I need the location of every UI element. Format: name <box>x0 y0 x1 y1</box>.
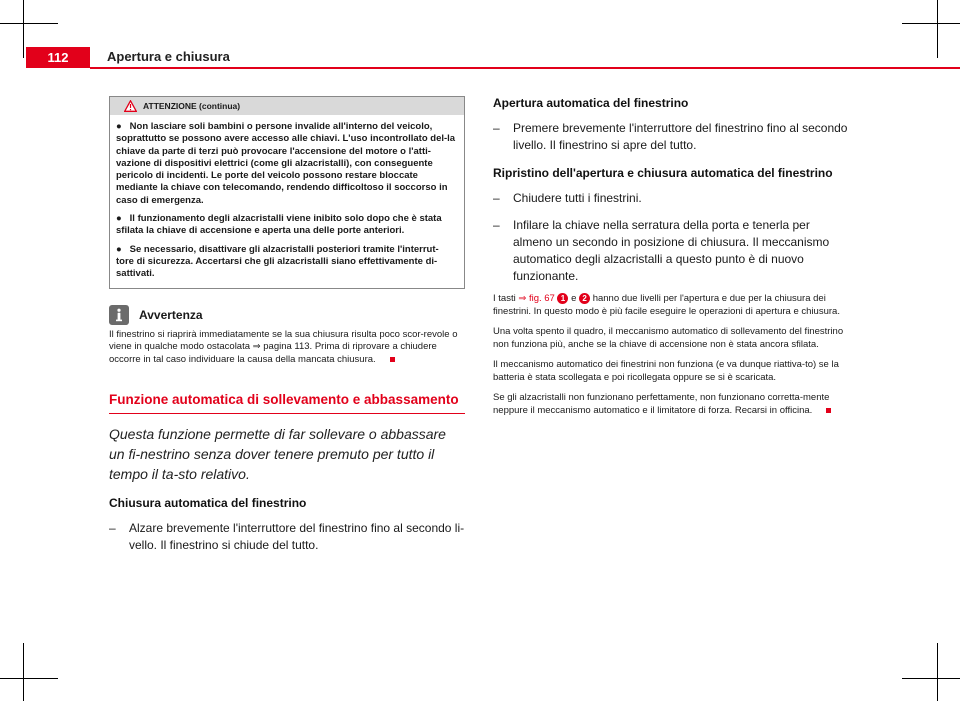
paragraph: Se gli alzacristalli non funzionano perfettamente, non funzionano corretta-mente neppure il meccanismo automatico e il limitatore di forza. Recarsi in officina. <box>493 392 830 416</box>
chapter-title: Apertura e chiusura <box>107 49 230 64</box>
warning-body <box>110 115 464 288</box>
warning-box <box>109 96 465 289</box>
section-intro: Questa funzione permette di far sollevare o abbassare un fi-nestrino senza dover tenere premuto per tutto il tempo il ta-sto relativo. <box>109 426 446 483</box>
info-note-icon <box>109 305 129 325</box>
warning-item: ● Il funzionamento degli alzacristalli viene inibito solo dopo che è stata sfilata la chiave di accensione e aperta una delle porte anteriori. <box>116 213 442 237</box>
paragraph: Una volta spento il quadro, il meccanismo automatico di sollevamento del finestrino non funziona più, anche se la chiave di accensione non è stata ancora sfilata. <box>493 326 844 350</box>
warning-item: ● Non lasciare soli bambini o persone invalide all'interno del veicolo, soprattutto se possono avere accesso alle chiavi. L'uso incontrollato del-la chiave da parte di terzi può provocare l'accensione del motore o l'atti-vazione di dispositivi elettrici (come gli alzacristalli), con conseguente pericolo di incidenti. Le porte del veicolo possono restare bloccate mediante la chiave con telecomando, rendendo difficoltoso il soccorso in caso di emergenza. <box>116 121 456 206</box>
page-header <box>26 47 960 68</box>
close-heading: Chiusura automatica del finestrino <box>109 496 307 511</box>
figure-reference-link[interactable]: ⇒ fig. 67 <box>518 293 555 305</box>
crop-mark <box>0 678 58 679</box>
page-number: 112 <box>26 47 90 68</box>
crop-mark <box>0 23 58 24</box>
warning-triangle-icon <box>124 100 137 112</box>
note-text: Il finestrino si riaprirà immediatamente se la sua chiusura risulta poco scor-revole o viene in qualche modo ostacolata ⇒ pagina 113. Prima di riprovare a chiudere occorre in tal caso individuare la causa della mancata chiusura. <box>109 328 458 365</box>
instruction-step: – Alzare brevemente l'interruttore del finestrino fino al secondo li-vello. Il finestrino si chiude del tutto. <box>109 521 465 553</box>
note-heading <box>109 305 465 325</box>
instruction-step: – Infilare la chiave nella serratura della porta e tenerla per almeno un secondo in posizione di chiusura. Il meccanismo automatico degli alzacristalli a questo punto è di nuovo funzionante. <box>493 218 830 283</box>
paragraph: Il meccanismo automatico dei finestrini non funziona (e va dunque riattiva-to) se la batteria è stata scollegata e poi ricollegata oppure se si è scaricata. <box>493 359 839 383</box>
instruction-step: – Chiudere tutti i finestrini. <box>493 191 642 205</box>
crop-mark <box>23 643 24 701</box>
section-end-icon <box>390 357 395 362</box>
crop-mark <box>902 23 960 24</box>
right-column <box>493 96 851 417</box>
note-title: Avvertenza <box>139 307 203 322</box>
warning-item: ● Se necessario, disattivare gli alzacristalli posteriori tramite l'interrut-tore di sicurezza. Accertarsi che gli alzacristalli siano effettivamente di-sattivati. <box>116 243 439 280</box>
callout-badge-1: 1 <box>557 293 568 304</box>
open-heading: Apertura automatica del finestrino <box>493 96 689 110</box>
section-end-icon <box>826 408 831 413</box>
reset-heading: Ripristino dell'apertura e chiusura automatica del finestrino <box>493 166 833 180</box>
left-column <box>109 96 465 554</box>
callout-badge-2: 2 <box>579 293 590 304</box>
crop-mark <box>902 678 960 679</box>
warning-header <box>110 97 464 115</box>
paragraph-buttons: I tasti ⇒ fig. 67 1 e 2 hanno due livelli per l'apertura e due per la chiusura dei finestrini. In questo modo è più facile eseguire le operazioni di apertura e chiusura. <box>493 293 840 317</box>
crop-mark <box>23 0 24 58</box>
header-divider <box>90 67 960 69</box>
warning-title: ATTENZIONE (continua) <box>143 101 241 111</box>
instruction-step: – Premere brevemente l'interruttore del finestrino fino al secondo livello. Il finestrino si apre del tutto. <box>493 121 848 152</box>
section-title: Funzione automatica di sollevamento e abbassamento <box>109 392 465 414</box>
crop-mark <box>937 643 938 701</box>
